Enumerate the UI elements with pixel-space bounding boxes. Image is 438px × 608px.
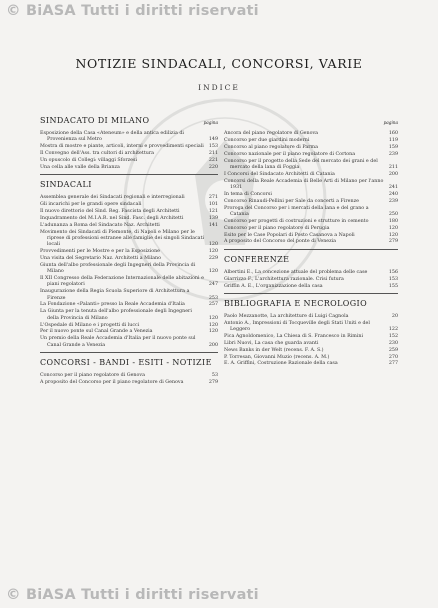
entry-page: 253 <box>208 295 218 301</box>
section-rule <box>40 352 218 353</box>
index-entry <box>224 355 398 361</box>
index-entry <box>40 309 218 322</box>
entry-page: 211 <box>208 151 218 157</box>
entry-title: Concorsi della Reale Accademia di Belle Arti di Milano per l'anno 1931 <box>224 178 384 190</box>
index-entry <box>40 276 218 289</box>
index-entry <box>224 152 398 158</box>
entry-title: Concorso al piano regolatore di Parma <box>224 144 318 150</box>
entry-title: Gli incarichi per le grandi opere sindacali <box>40 202 142 208</box>
entry-page: 120 <box>208 249 218 255</box>
entry-title: A proposito del Concorso del ponte di Venezia <box>224 239 337 245</box>
index-entry <box>40 302 218 308</box>
index-entry <box>224 321 398 334</box>
entry-page: 120 <box>208 315 218 321</box>
index-entry <box>224 138 398 144</box>
entry-title: L'Ospedale di Milano e i progetti di lucci <box>40 322 140 328</box>
index-entry <box>224 314 398 320</box>
entry-page: 259 <box>388 347 398 353</box>
index-entry <box>224 192 398 198</box>
entry-page: 200 <box>208 342 218 348</box>
entry-title: Concorso per il piano regolatore di Genova <box>40 372 145 378</box>
entry-title: Inquadramento del M.I.A.R. nel Sind. Fasc. degli Architetti <box>40 215 184 221</box>
entry-page: 211 <box>388 164 398 170</box>
index-entry <box>224 206 398 219</box>
entry-page: 220 <box>208 164 218 170</box>
index-entry <box>40 144 218 150</box>
entry-title: E. A. Griffini, Costruzione Razionale della casa <box>224 361 338 367</box>
entry-page: 153 <box>388 276 398 282</box>
entry-title: Movimento dei Sindacati di Piemonte, di Napoli e Milano per le riprese di professioni estranee alle famiglie dei singoli Sindacati locali <box>40 229 204 248</box>
index-entry <box>224 361 398 367</box>
section-title: SINDACALI <box>40 180 92 190</box>
entry-page: 200 <box>388 171 398 177</box>
entry-page: 101 <box>208 202 218 208</box>
entry-title: Inaugurazione della Regia Scuola Superiore di Architettura a Firenze <box>40 289 190 301</box>
section-rule <box>40 174 218 175</box>
index-entry <box>40 256 218 262</box>
entry-page: 120 <box>388 225 398 231</box>
watermark-bottom: © BiASA Tutti i diritti riservati <box>6 587 259 603</box>
entry-page: 160 <box>388 131 398 136</box>
index-entry <box>40 230 218 249</box>
section-heading <box>224 116 398 126</box>
entry-page: 120 <box>388 232 398 238</box>
entry-page: 122 <box>388 327 398 333</box>
entry-page: 156 <box>388 269 398 275</box>
entry-page: 149 <box>208 137 218 143</box>
index-entry <box>224 334 398 340</box>
entry-page: 221 <box>208 157 218 163</box>
entry-page: 270 <box>388 354 398 360</box>
index-entry <box>40 263 218 276</box>
index-entry <box>224 277 398 283</box>
entry-page: 239 <box>388 151 398 157</box>
entry-page: 155 <box>388 283 398 289</box>
index-subtitle: INDICE <box>198 83 240 92</box>
section-title: SINDACATO DI MILANO <box>40 116 150 125</box>
left-column <box>40 112 218 387</box>
section-rule <box>224 293 398 294</box>
index-entry <box>40 165 218 171</box>
index-entry <box>224 199 398 205</box>
entry-title: P. Torresan, Giovanni Muzio (recens. A. M.) <box>224 354 330 360</box>
entry-title: Proroga del Concorso per i mercati della lana e del grano a Catania <box>224 205 369 217</box>
index-entry <box>224 172 398 178</box>
entry-page: 120 <box>208 269 218 275</box>
index-entry <box>40 209 218 215</box>
page-label: pagina <box>383 120 398 125</box>
section-heading <box>40 180 218 190</box>
entry-title: Paolo Mezzanotte, La architetture di Luigi Cagnola <box>224 313 349 319</box>
entry-page: 153 <box>208 144 218 150</box>
index-entry <box>224 284 398 290</box>
section-heading <box>40 116 218 126</box>
index-entry <box>224 179 398 192</box>
entry-title: Esito per le Case Popolari di Posto Casanova a Napoli <box>224 232 355 238</box>
entry-title: Pica Agnoldomenico, La Chiesa di S. Francesco in Rimini <box>224 333 363 339</box>
section-rule <box>224 249 398 250</box>
entry-page: 152 <box>388 333 398 339</box>
section-heading <box>224 299 398 309</box>
index-entry <box>40 289 218 302</box>
entry-title: Giarrizzo F., L'architettura razionale. Crisi futura <box>224 276 344 282</box>
entry-title: Il XII Congresso della Federazione Internazionale delle abitazioni e piani regolatori <box>40 276 204 288</box>
entry-title: La Fondazione «Palanti» presso la Reale Accademia d'Italia <box>40 302 185 308</box>
index-entry <box>40 151 218 157</box>
entry-title: A proposito del Concorso per il piano regolatore di Genova <box>40 379 184 385</box>
index-entry <box>40 336 218 349</box>
entry-title: Concorso per il piano regolatore di Perugia <box>224 225 330 231</box>
section-heading <box>40 358 218 368</box>
index-entry <box>224 233 398 239</box>
entry-page: 229 <box>208 255 218 261</box>
index-entry <box>40 195 218 201</box>
index-entry <box>40 223 218 229</box>
entry-title: La Giunta per la tenuta dell'albo professionale degli Ingegneri della Provincia di Milano <box>40 309 192 321</box>
right-column <box>224 112 398 368</box>
entry-title: Una cella alle valle della Brianza <box>40 164 120 170</box>
entry-title: Concorso per il progetto della Sede del mercato dei grani e del mercato della lana di Foggia <box>224 158 378 170</box>
entry-page: 53 <box>211 372 218 378</box>
entry-page: 20 <box>391 313 398 319</box>
entry-title: L'adunanza a Roma del Sindacato Naz. Architetti <box>40 222 160 228</box>
index-entry <box>40 249 218 255</box>
entry-title: Concorso per progetti di costruzioni e strutture in cemento <box>224 218 369 224</box>
entry-page: 230 <box>388 340 398 346</box>
watermark-top: © BiASA Tutti i diritti riservati <box>6 3 259 19</box>
index-entry <box>40 216 218 222</box>
entry-title: Per il nuovo ponte sul Canal Grande a Venezia <box>40 329 153 335</box>
entry-title: Albertini E., La concezione attuale del problema delle case <box>224 269 368 275</box>
entry-title: Libri Nuovi, La casa che guarda avanti <box>224 340 319 346</box>
entry-page: 139 <box>208 215 218 221</box>
entry-title: Assemblea generale dei Sindacati regionali e interregionali <box>40 195 185 201</box>
page-label: pagina <box>203 120 218 125</box>
entry-title: Provvedimenti per le Mostre e per la Esposizione <box>40 249 161 255</box>
entry-page: 121 <box>208 208 218 214</box>
index-entry <box>224 226 398 232</box>
entry-title: Mostra di mostre e piante, articoli, interni e provvedimenti speciali <box>40 144 204 150</box>
index-entry <box>40 323 218 329</box>
index-entry <box>224 348 398 354</box>
entry-title: Griffin A. E., L'organizzazione della casa <box>224 283 323 289</box>
index-entry <box>40 158 218 164</box>
entry-title: Antonio A., Impressioni di Tocqueville degli Stati Uniti e del Leggero <box>224 320 370 333</box>
index-entry <box>40 380 218 386</box>
index-entry <box>40 373 218 379</box>
entry-page: 250 <box>388 211 398 217</box>
entry-page: 120 <box>208 242 218 248</box>
page-title: NOTIZIE SINDACALI, CONCORSI, VARIE <box>75 56 363 71</box>
entry-page: 141 <box>208 222 218 228</box>
section-title: CONFERENZE <box>224 254 290 264</box>
entry-title: Una visita del Segretario Naz. Architetti a Milano <box>40 255 161 261</box>
entry-page: 239 <box>388 198 398 204</box>
entry-title: Concorso nazionale per il piano regolatore di Cortona <box>224 151 356 157</box>
index-entry <box>224 341 398 347</box>
index-entry <box>224 145 398 151</box>
entry-title: Un opuscolo di Collegi: villaggi Sforzesi <box>40 157 138 163</box>
entry-title: Esposizione della Casa «Ateneum» e della antica edilizia di Provenienza sul Metro <box>40 131 184 143</box>
entry-page: 279 <box>388 239 398 245</box>
index-entry <box>224 219 398 225</box>
entry-title: Un premio della Reale Accademia d'Italia per il nuovo ponte sul Canal Grande a Venezia <box>40 336 196 348</box>
section-heading <box>224 255 398 265</box>
entry-page: 119 <box>388 137 398 143</box>
entry-page: 120 <box>208 322 218 328</box>
entry-title: In tema di Concorsi <box>224 191 272 197</box>
entry-title: News Banks in der Welt (recens. F. A. S.) <box>224 347 324 353</box>
entry-title: Concorso per due giardini moderni <box>224 137 310 143</box>
entry-page: 277 <box>388 361 398 367</box>
index-entry <box>224 239 398 245</box>
section-title: CONCORSI - BANDI - ESITI - NOTIZIE <box>40 357 212 367</box>
index-entry <box>40 202 218 208</box>
section-title: BIBLIOGRAFIA E NECROLOGIO <box>224 298 368 308</box>
entry-title: Ancora del piano regolatore di Genova <box>224 131 319 136</box>
index-entry <box>40 131 218 144</box>
entry-page: 180 <box>388 218 398 224</box>
entry-title: Concorso Rinaudi-Pellini per Sale da concerti a Firenze <box>224 198 359 204</box>
entry-title: Il nuovo direttorio del Sind. Reg. Fascista degli Architetti <box>40 208 180 214</box>
index-entry <box>40 329 218 335</box>
entry-page: 159 <box>388 144 398 150</box>
entry-page: 247 <box>208 282 218 288</box>
index-entry <box>224 159 398 172</box>
entry-title: Il Convegno dell'Ass. tra cultori di architettura <box>40 151 154 157</box>
entry-page: 257 <box>208 302 218 308</box>
entry-page: 241 <box>388 184 398 190</box>
entry-title: Giunta dell'albo professionale degli Ingegneri della Provincia di Milano <box>40 262 196 275</box>
index-entry <box>224 131 398 137</box>
index-entry <box>224 270 398 276</box>
entry-page: 240 <box>388 191 398 197</box>
entry-page: 120 <box>208 329 218 335</box>
entry-page: 279 <box>208 379 218 385</box>
entry-page: 271 <box>208 195 218 201</box>
entry-title: I Concorsi del Sindacato Architetti di Catania <box>224 171 335 177</box>
